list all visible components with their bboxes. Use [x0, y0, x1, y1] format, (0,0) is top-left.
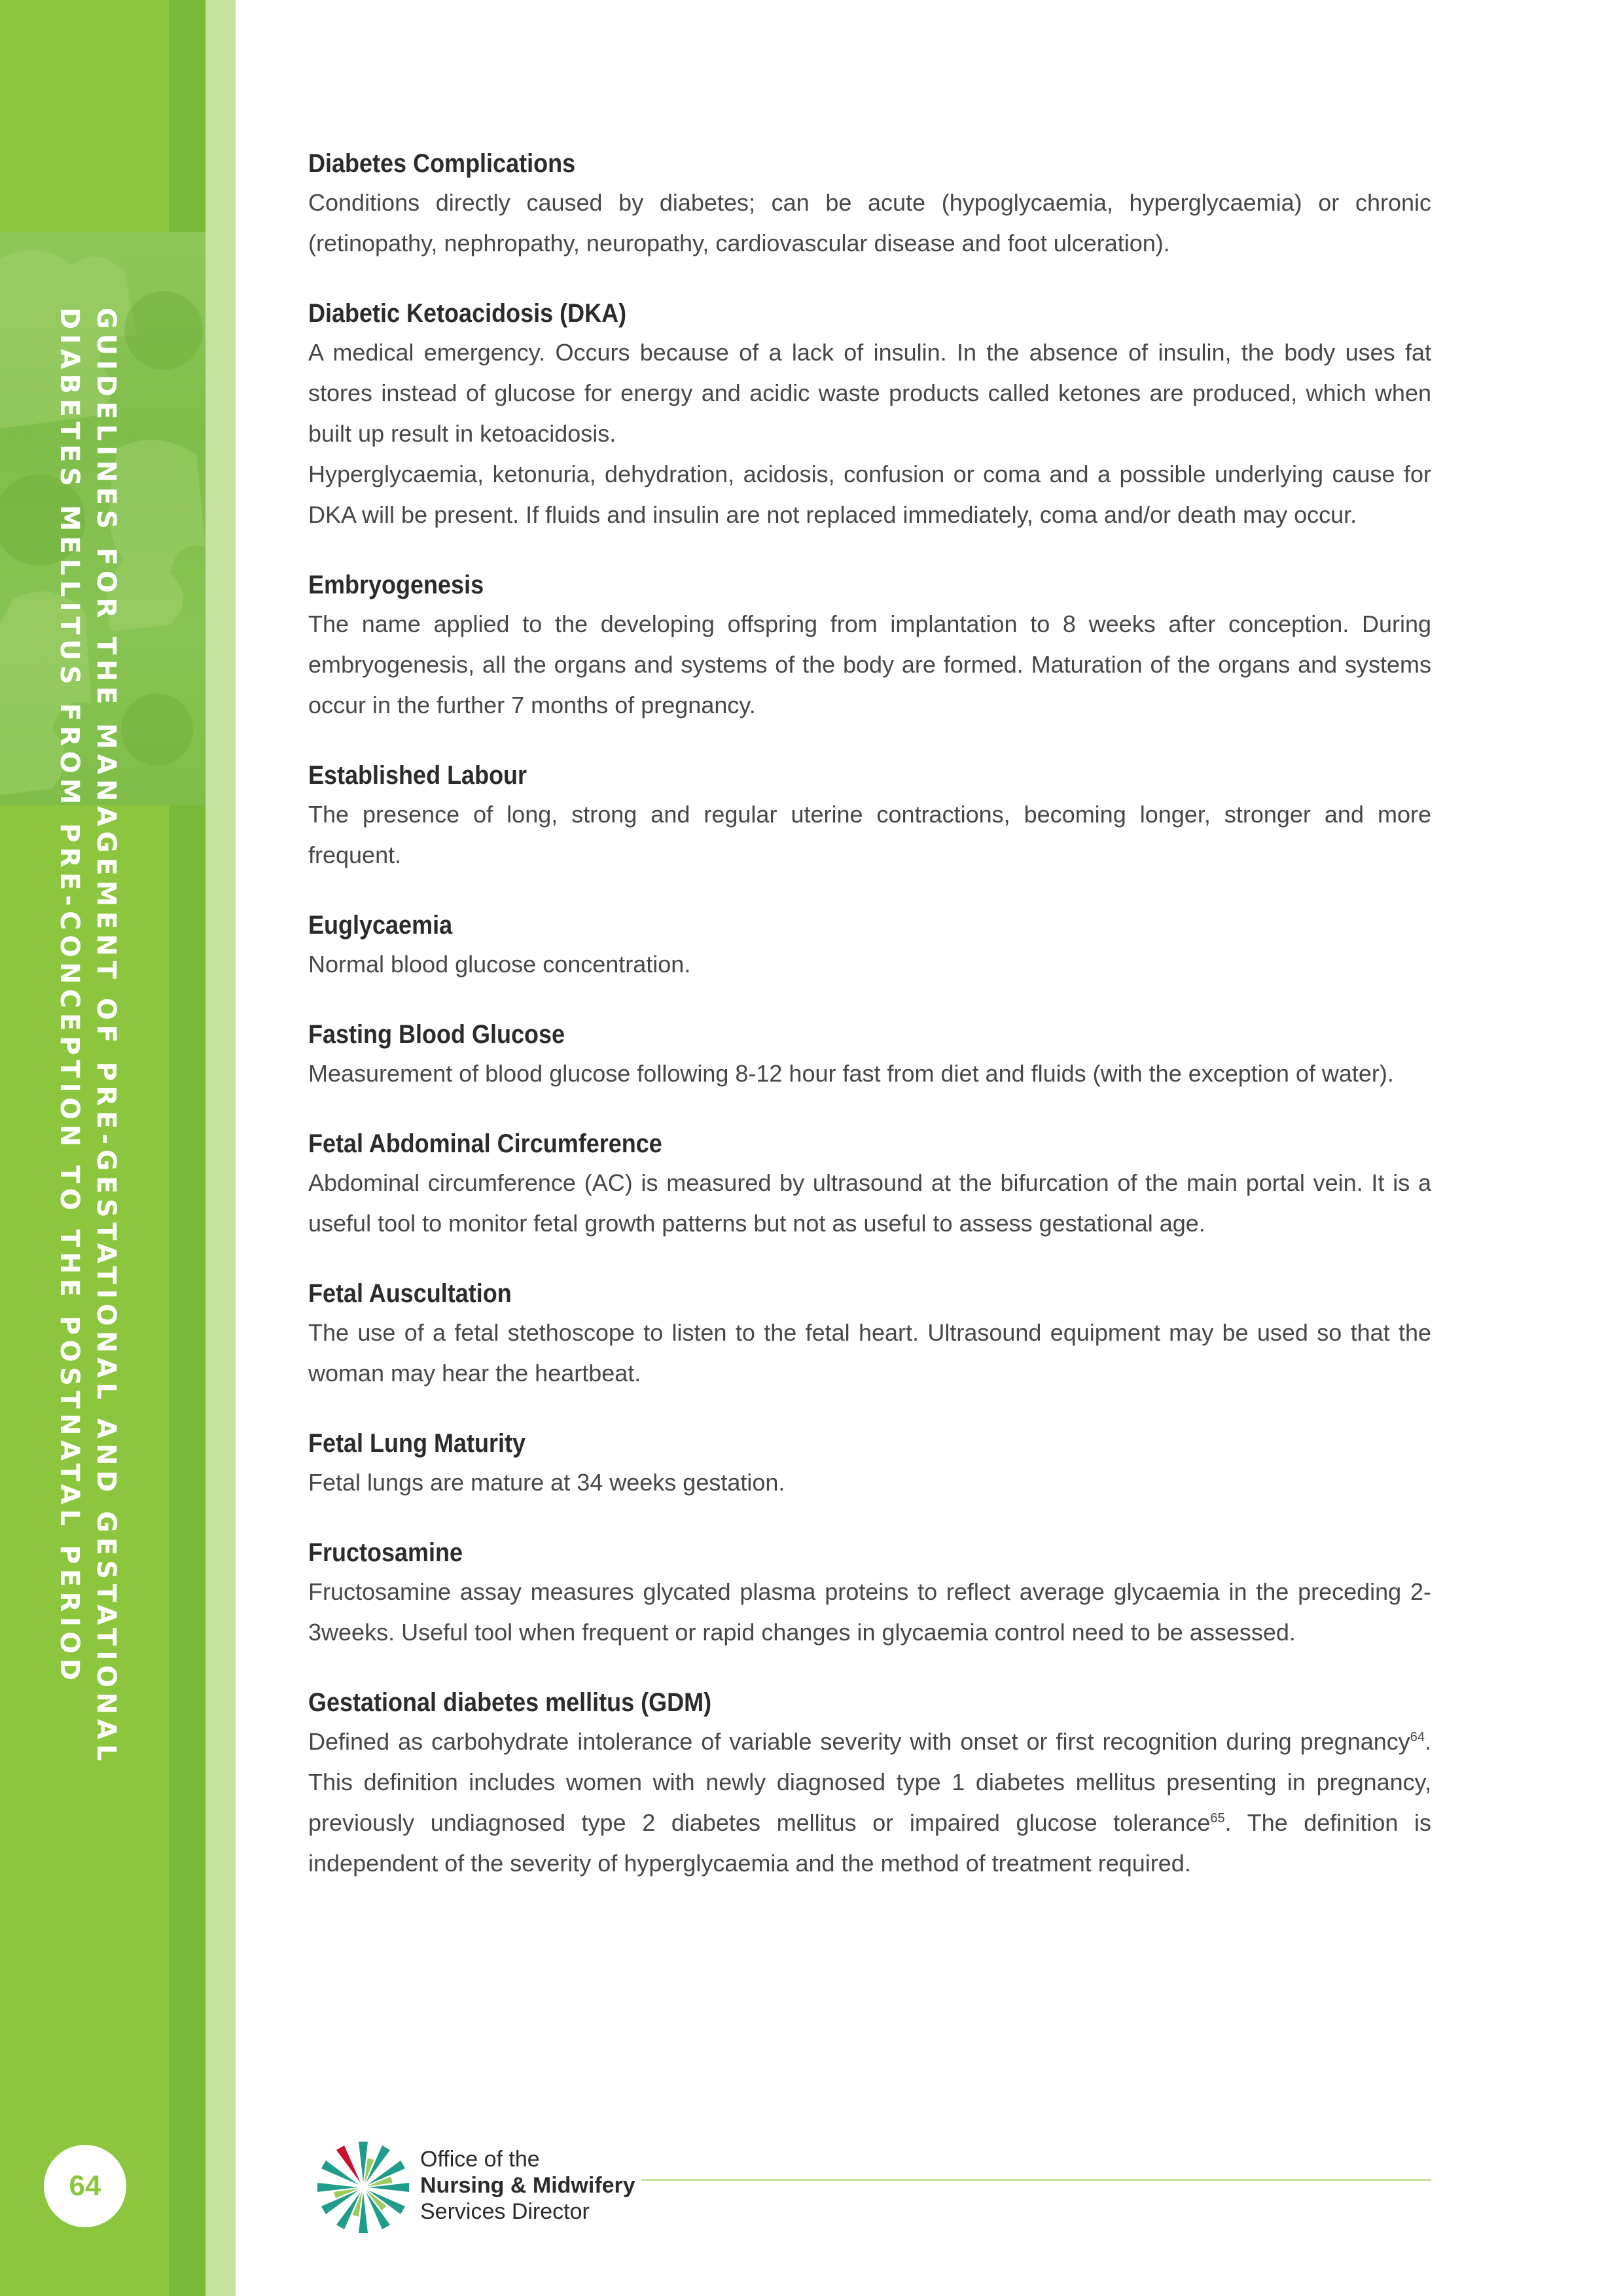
- glossary-entry-fructosamine: [308, 1538, 1431, 1653]
- entry-definition: The presence of long, strong and regular uterine contractions, becoming longer, stronger and more frequent.: [308, 801, 1431, 868]
- entry-term: Euglycaemia: [308, 911, 453, 940]
- org-name: [420, 2146, 635, 2225]
- glossary-entry-fasting-blood-glucose: [308, 1020, 1431, 1094]
- entry-definition: Abdominal circumference (AC) is measured by ultrasound at the bifurcation of the main portal vein. It is a useful tool to monitor fetal growth patterns but not as useful to assess gestational age.: [308, 1169, 1431, 1237]
- entry-term: Fetal Lung Maturity: [308, 1429, 526, 1458]
- entry-definition: Fetal lungs are mature at 34 weeks gestation.: [308, 1469, 785, 1496]
- entry-definition: The use of a fetal stethoscope to listen to the fetal heart. Ultrasound equipment may be used so that the woman may hear the heartbeat.: [308, 1319, 1431, 1386]
- glossary-entry-established-labour: [308, 761, 1431, 875]
- entry-definition: Normal blood glucose concentration.: [308, 951, 691, 978]
- gdm-text-part-3: . The definition is independent of the severity of hyperglycaemia and the method of treatment required.: [308, 1809, 1431, 1877]
- entry-term: Diabetes Complications: [308, 149, 576, 178]
- entry-term: Gestational diabetes mellitus (GDM): [308, 1688, 712, 1717]
- entry-definition: A medical emergency. Occurs because of a lack of insulin. In the absence of insulin, the body uses fat stores instead of glucose for energy and acidic waste products called ketones are produced, which when built up result in ketoacidosis.: [308, 339, 1431, 447]
- title-line-1: GUIDELINES FOR THE MANAGEMENT OF PRE-GESTATIONAL AND GESTATIONAL: [91, 308, 121, 1766]
- entry-term: Fasting Blood Glucose: [308, 1020, 565, 1049]
- entry-term: Embryogenesis: [308, 571, 484, 599]
- glossary-entry-fetal-abdominal-circumference: [308, 1129, 1431, 1244]
- entry-term: Fetal Abdominal Circumference: [308, 1129, 662, 1158]
- glossary-entry-fetal-lung-maturity: [308, 1429, 1431, 1503]
- org-name-line-2: Nursing & Midwifery: [420, 2173, 635, 2198]
- glossary-entry-euglycaemia: [308, 911, 1431, 985]
- entry-term: Fetal Auscultation: [308, 1279, 512, 1308]
- reference-superscript: 64: [1410, 1730, 1425, 1744]
- entry-definition: Fructosamine assay measures glycated plasma proteins to reflect average glycaemia in the preceding 2-3weeks. Useful tool when frequent or rapid changes in glycaemia control need to be assessed.: [308, 1578, 1431, 1646]
- entry-term: Diabetic Ketoacidosis (DKA): [308, 299, 627, 328]
- sidebar-band-light-stripe: [205, 0, 236, 2296]
- glossary-entry-gdm: [308, 1688, 1431, 1884]
- entry-definition: The name applied to the developing offspring from implantation to 8 weeks after conception. During embryogenesis, all the organs and systems of the body are formed. Maturation of the organs and systems occur in the further 7 months of pregnancy.: [308, 610, 1431, 718]
- glossary-entry-dka: [308, 299, 1431, 535]
- starburst-logo-icon: [308, 2132, 419, 2243]
- gdm-text-part-1: Defined as carbohydrate intolerance of variable severity with onset or first recognition during pregnancy: [308, 1728, 1410, 1755]
- vertical-document-title: [0, 308, 169, 1766]
- entry-definition-continued: Hyperglycaemia, ketonuria, dehydration, acidosis, confusion or coma and a possible underlying cause for DKA will be present. If fluids and insulin are not replaced immediately, coma and/or death may occur.: [308, 461, 1431, 528]
- gdm-text-part-2: . This definition includes women with newly diagnosed type 1 diabetes mellitus presenting in pregnancy, previously undiagnosed type 2 diabetes mellitus or impaired glucose tolerance: [308, 1728, 1431, 1836]
- org-name-line-1: Office of the: [420, 2147, 540, 2172]
- entry-term: Established Labour: [308, 761, 527, 790]
- entry-definition: Measurement of blood glucose following 8-12 hour fast from diet and fluids (with the exception of water).: [308, 1060, 1394, 1087]
- footer-divider: [641, 2179, 1431, 2181]
- glossary-content: [308, 149, 1431, 1919]
- entry-definition: [308, 1722, 1431, 1884]
- glossary-entry-fetal-auscultation: [308, 1279, 1431, 1394]
- page-number: 64: [44, 2145, 126, 2227]
- org-name-line-3: Services Director: [420, 2199, 590, 2224]
- entry-definition: Conditions directly caused by diabetes; can be acute (hypoglycaemia, hyperglycaemia) or chronic (retinopathy, nephropathy, neuropathy, cardiovascular disease and foot ulceration).: [308, 189, 1431, 256]
- glossary-entry-diabetes-complications: [308, 149, 1431, 264]
- entry-term: Fructosamine: [308, 1538, 463, 1567]
- reference-superscript: 65: [1210, 1811, 1225, 1826]
- title-line-2: DIABETES MELLITUS FROM PRE-CONCEPTION TO THE POSTNATAL PERIOD: [54, 308, 84, 1686]
- glossary-entry-embryogenesis: [308, 571, 1431, 726]
